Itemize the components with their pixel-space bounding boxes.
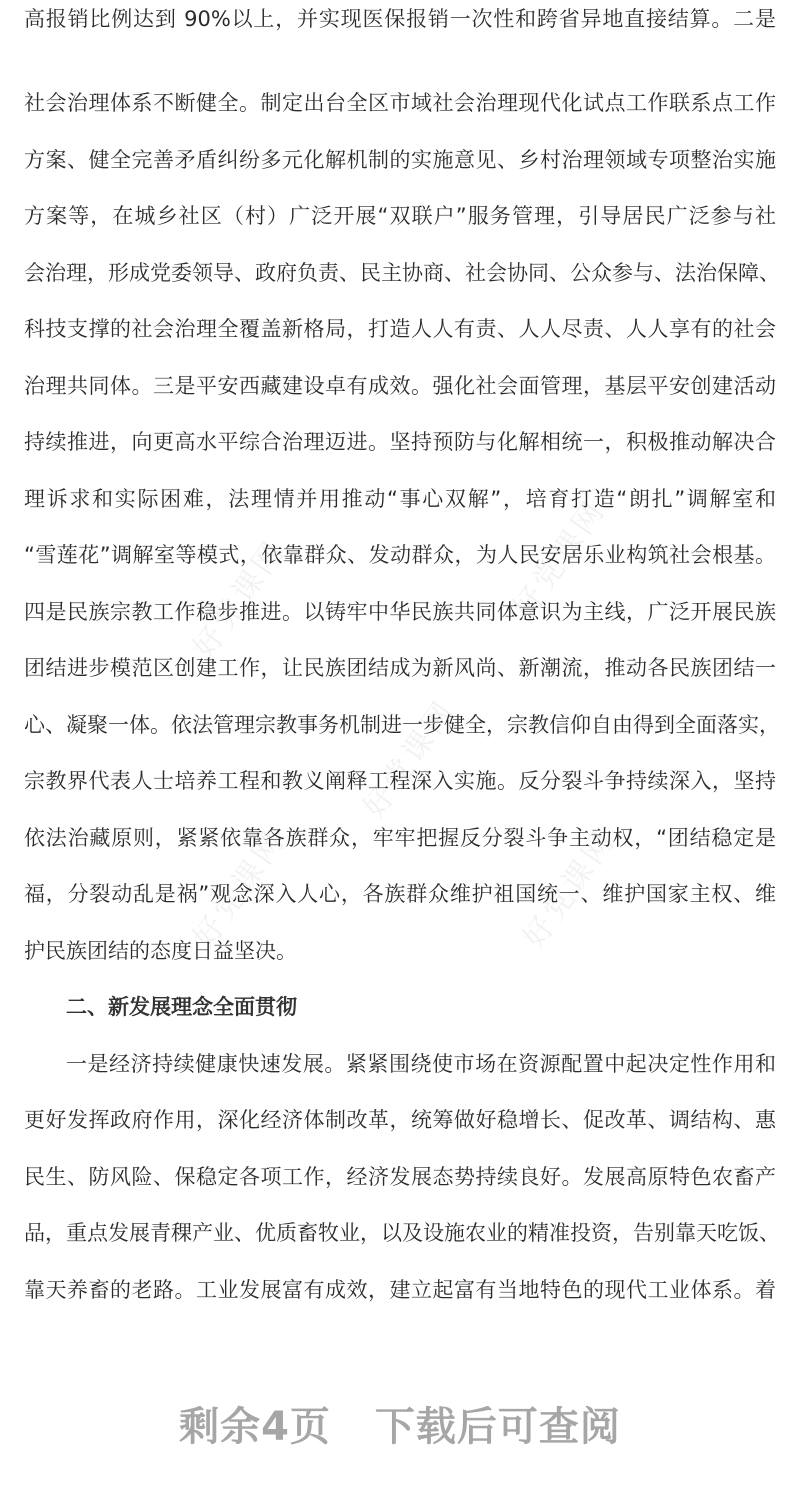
text-line: 方案、健全完善矛盾纠纷多元化解机制的实施意见、乡村治理领域专项整治实施	[24, 148, 776, 172]
text-line: 一是经济持续健康快速发展。紧紧围绕使市场在资源配置中起决定性作用和	[66, 1052, 776, 1076]
text-line: 四是民族宗教工作稳步推进。以铸牢中华民族共同体意识为主线，广泛开展民族	[24, 600, 776, 624]
text-line: 民生、防风险、保稳定各项工作，经济发展态势持续良好。发展高原特色农畜产	[24, 1165, 776, 1189]
text-line: 方案等，在城乡社区（村）广泛开展“双联户”服务管理，引导居民广泛参与社	[24, 204, 776, 228]
text-line: 依法治藏原则，紧紧依靠各族群众，牢牢把握反分裂斗争主动权，“团结稳定是	[24, 826, 776, 850]
section-heading: 二、新发展理念全面贯彻	[66, 995, 297, 1019]
watermark: 好党课网	[356, 693, 464, 825]
text-line: 科技支撑的社会治理全覆盖新格局，打造人人有责、人人尽责、人人享有的社会	[24, 317, 776, 341]
text-line: 宗教界代表人士培养工程和教义阐释工程深入实施。反分裂斗争持续深入，坚持	[24, 769, 776, 793]
watermark: 好党课网	[516, 823, 624, 955]
remaining-pages-banner[interactable]	[0, 1395, 800, 1452]
watermark: 好党课网	[186, 823, 294, 955]
text-line: 治理共同体。三是平安西藏建设卓有成效。强化社会面管理，基层平安创建活动	[24, 374, 776, 398]
text-line: 护民族团结的态度日益坚决。	[24, 939, 297, 963]
text-line: 团结进步模范区创建工作，让民族团结成为新风尚、新潮流，推动各民族团结一	[24, 656, 776, 680]
text-line: 社会治理体系不断健全。制定出台全区市域社会治理现代化试点工作联系点工作	[24, 91, 776, 115]
watermark: 好党课网	[506, 493, 614, 625]
text-line: 品，重点发展青稞产业、优质畜牧业，以及设施农业的精准投资，告别靠天吃饭、	[24, 1221, 780, 1245]
text-line: 心、凝聚一体。依法管理宗教事务机制进一步健全，宗教信仰自由得到全面落实，	[24, 713, 780, 737]
text-line: 更好发挥政府作用，深化经济体制改革，统筹做好稳增长、促改革、调结构、惠	[24, 1108, 776, 1132]
text-line: “雪莲花”调解室等模式，依靠群众、发动群众，为人民安居乐业构筑社会根基。	[24, 543, 776, 567]
text-line: 靠天养畜的老路。工业发展富有成效，建立起富有当地特色的现代工业体系。着	[24, 1278, 776, 1302]
text-line: 高报销比例达到 90%以上，并实现医保报销一次性和跨省异地直接结算。二是	[24, 7, 776, 31]
download-to-view-label[interactable]: 下载后可查阅	[374, 1404, 621, 1450]
text-line: 持续推进，向更高水平综合治理迈进。坚持预防与化解相统一，积极推动解决合	[24, 430, 776, 454]
watermark: 好党课网	[186, 533, 294, 665]
text-line: 理诉求和实际困难，法理情并用推动“事心双解”，培育打造“朗扎”调解室和	[24, 487, 776, 511]
text-line: 福，分裂动乱是祸”观念深入人心，各族群众维护祖国统一、维护国家主权、维	[24, 882, 776, 906]
remaining-pages-label: 剩余4页	[179, 1404, 331, 1450]
text-line: 会治理，形成党委领导、政府负责、民主协商、社会协同、公众参与、法治保障、	[24, 261, 780, 285]
